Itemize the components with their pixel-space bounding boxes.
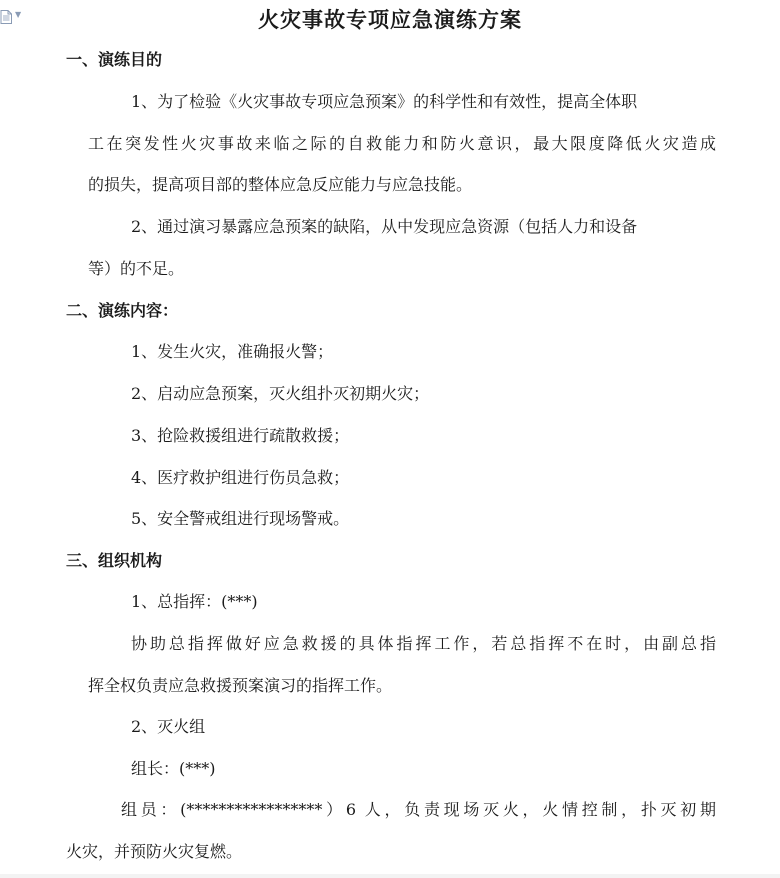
paragraph-line: 等）的不足。 bbox=[88, 259, 185, 278]
list-item: 5、安全警戒组进行现场警戒。 bbox=[131, 509, 350, 528]
members-line: 组员：(*****************）6 人，负责现场灭火，火情控制，扑灭初期 bbox=[121, 800, 716, 819]
paragraph-line: 协助总指挥做好应急救援的具体指挥工作，若总指挥不在时，由副总指 bbox=[131, 634, 716, 653]
list-item: 1、发生火灾，准确报火警； bbox=[131, 342, 334, 361]
commander-line: 1、总指挥：(***) bbox=[131, 592, 258, 611]
section-heading-organization: 三、组织机构 bbox=[66, 551, 163, 570]
list-item: 4、医疗救护组进行伤员急救； bbox=[131, 468, 350, 487]
paragraph-line: 2、通过演习暴露应急预案的缺陷，从中发现应急资源（包括人力和设备 bbox=[131, 217, 638, 236]
list-item: 3、抢险救援组进行疏散救援； bbox=[131, 426, 350, 445]
list-item: 2、启动应急预案，灭火组扑灭初期火灾； bbox=[131, 384, 430, 403]
leader-line: 组长：(***) bbox=[131, 759, 216, 778]
paragraph-line: 1、为了检验《火灾事故专项应急预案》的科学性和有效性，提高全体职 bbox=[131, 92, 638, 111]
document-title: 火灾事故专项应急演练方案 bbox=[258, 8, 522, 32]
paragraph-line: 工在突发性火灾事故来临之际的自救能力和防火意识，最大限度降低火灾造成 bbox=[88, 134, 716, 153]
paragraph-line: 的损失，提高项目部的整体应急反应能力与应急技能。 bbox=[88, 175, 473, 194]
paragraph-line: 挥全权负责应急救援预案演习的指挥工作。 bbox=[88, 676, 393, 695]
chevron-down-icon[interactable]: ▼ bbox=[15, 10, 22, 19]
page-bottom-edge bbox=[0, 874, 780, 878]
paragraph-line: 火灾，并预防火灾复燃。 bbox=[66, 842, 243, 861]
section-heading-content: 二、演练内容： bbox=[66, 301, 179, 320]
section-heading-purpose: 一、演练目的 bbox=[66, 50, 163, 69]
group-line: 2、灭火组 bbox=[131, 717, 206, 736]
